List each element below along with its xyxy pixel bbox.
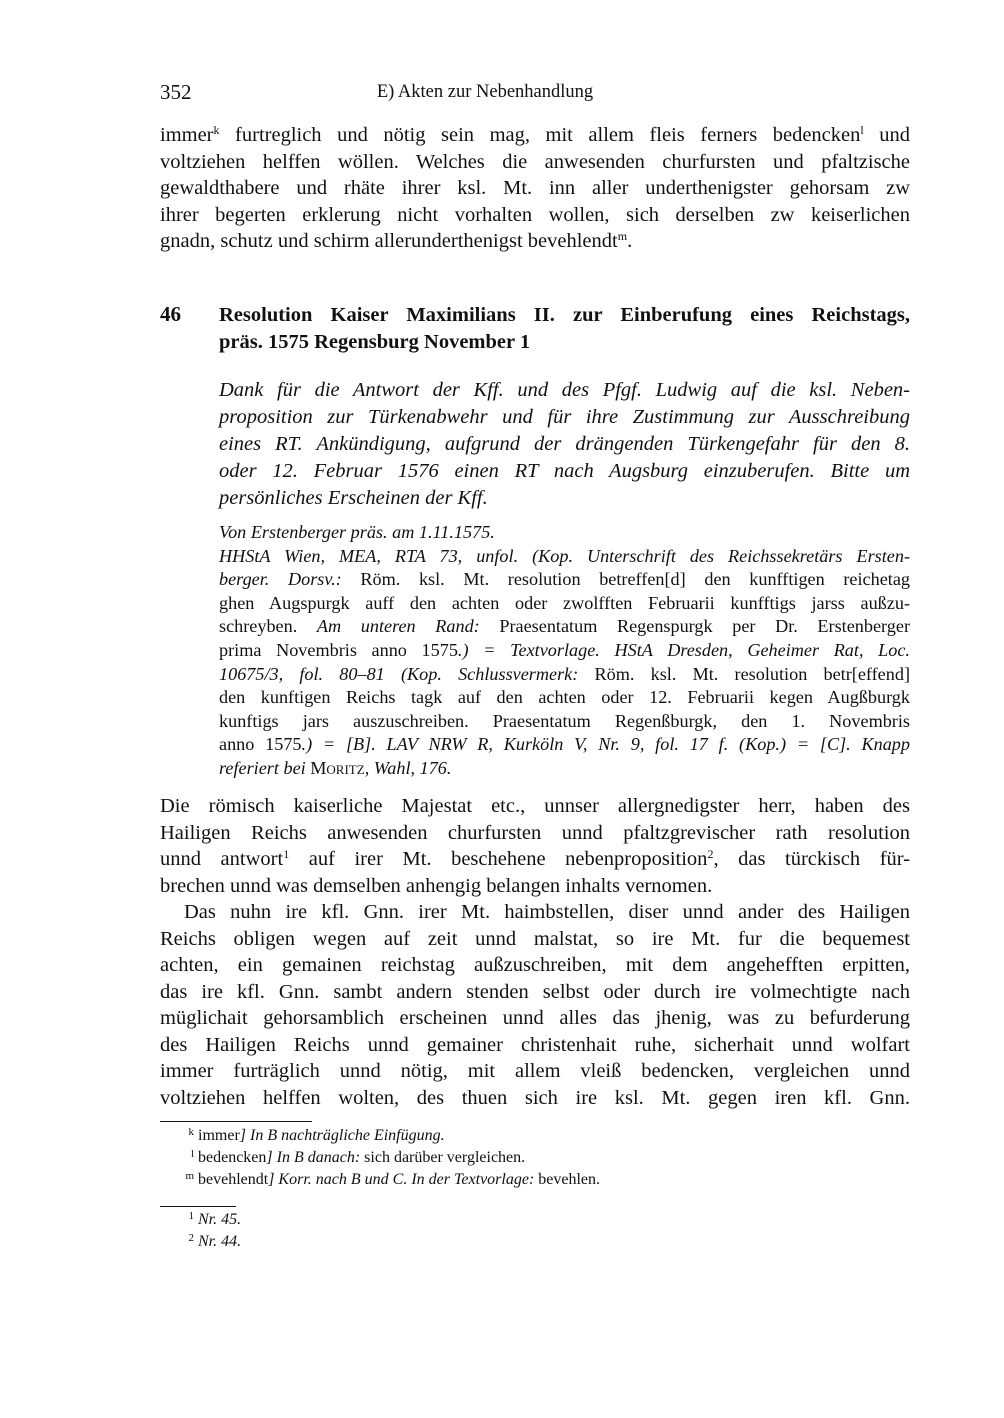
source-note (219, 521, 910, 781)
text-line: Die römisch kaiserliche Majestat etc., unnser allergnedigster herr, haben des (160, 795, 910, 817)
source-line: Von Erstenberger präs. am 1.11.1575. (219, 522, 495, 542)
footnote-marker: 1 (283, 847, 290, 861)
regest-line: eines RT. Ankündigung, aufgrund der drängenden Türkengefahr für den 8. (219, 433, 910, 455)
text-line: müglichait gehorsamblich erscheinen unnd alles das jhenig, was zu befurderung (160, 1007, 910, 1029)
text-line: das ire kfl. Gnn. sambt andern stenden selbst oder durch ire volmechtigte nach (160, 980, 910, 1003)
source-line: referiert bei Moritz, Wahl, 176. (219, 757, 452, 778)
text-line: voltziehen helffen wolten, des thuen sich ire ksl. Mt. gegen iren kfl. Gnn. (160, 1086, 910, 1109)
footnote: m bevehlendt] Korr. nach B und C. In der Textvorlage: bevehlen. (185, 1170, 601, 1188)
regest-line: proposition zur Türkenabwehr und für ihre Zustimmung zur Ausschreibung (219, 406, 910, 428)
footnote: l bedencken] In B danach: sich darüber vergleichen. (190, 1148, 526, 1166)
footnote-rule (160, 1206, 236, 1207)
running-head (160, 80, 910, 108)
source-line: den kunftigen Reichs tagk auf den achten oder 12. Februarii kegen Augßburgk (219, 687, 910, 708)
regest-line: oder 12. Februar 1576 einen RT nach Augsburg einzuberufen. Bitte um (219, 460, 910, 482)
document-number: 46 (160, 302, 181, 326)
text-line: Das nuhn ire kfl. Gnn. irer Mt. haimbstellen, diser unnd ander des Hailigen (184, 901, 910, 923)
source-line: kunftigs jars auszuschreiben. Praesentatum Regenßburgk, den 1. Novembris (219, 710, 910, 731)
regest (219, 377, 910, 512)
footnote-rule (160, 1121, 312, 1122)
text-line: ihrer begerten erklerung nicht vorhalten wollen, sich derselben zw keiserlichen (160, 203, 910, 226)
source-line: HHStA Wien, MEA, RTA 73, unfol. (Kop. Unterschrift des Reichssekretärs Ersten- (219, 545, 910, 566)
text-line: brechen unnd was demselben anhengig belangen inhalts vernomen. (160, 874, 713, 897)
heading-line: präs. 1575 Regensburg November 1 (219, 331, 531, 353)
footnote-marker: 2 (707, 847, 714, 861)
footnote-marker: k (213, 123, 220, 137)
text-line: Hailigen Reichs anwesenden churfursten unnd pfaltzgrevischer rath resolution (160, 821, 910, 844)
text-line: immer$^k$ furtreglich und nötig sein mag, mit allem fleis ferners bedencken$^l$ und (160, 123, 910, 146)
main-text (160, 793, 910, 1111)
footnote: k immer] In B nachträgliche Einfügung. (188, 1126, 445, 1144)
text-line: achten, ein gemainen reichstag außzuschreiben, mit dem angehefften erpitten, (160, 954, 910, 976)
text-line: Reichs obligen wegen auf zeit unnd malstat, so ire Mt. fur die bequemest (160, 927, 910, 950)
regest-line: Dank für die Antwort der Kff. und des Pfgf. Ludwig auf die ksl. Neben- (219, 379, 910, 401)
source-line: schreyben. Am unteren Rand: Praesentatum Regenspurgk per Dr. Erstenberger (219, 616, 911, 637)
previous-document-text (160, 122, 910, 255)
document-heading (219, 302, 910, 356)
text-line: gewaldthabere und rhäte ihrer ksl. Mt. inn aller underthenigster gehorsam zw (160, 177, 910, 199)
text-line: des Hailigen Reichs unnd gemainer christenhait ruhe, sicherhait unnd wolfart (160, 1033, 910, 1056)
footnote: 1 Nr. 45. (188, 1210, 242, 1228)
footnote: 2 Nr. 44. (188, 1232, 242, 1250)
text-line: unnd antwort$^1$ auf irer Mt. beschehene nebenproposition$^2$, das türckisch für- (160, 847, 911, 870)
page-number: 352 (160, 80, 192, 104)
regest-line: persönliches Erscheinen der Kff. (219, 487, 488, 509)
source-line: ghen Augspurgk auff den achten oder zwolfften Februarii kunfftigs jarss außzu- (219, 592, 910, 613)
footnote-marker: l (860, 123, 864, 137)
source-line: 10675/3, fol. 80–81 (Kop. Schlussvermerk: Röm. ksl. Mt. resolution betr[effend] (219, 663, 910, 684)
running-title: E) Akten zur Nebenhandlung (376, 82, 594, 102)
text-critical-footnotes (160, 1125, 910, 1191)
content-footnotes (160, 1209, 910, 1253)
text-line: voltziehen helffen wöllen. Welches die anwesenden churfursten und pfaltzische (160, 150, 910, 173)
footnote-marker: m (617, 229, 628, 243)
text-line: immer furträglich unnd nötig, mit allem vleiß bedencken, vergleichen unnd (160, 1060, 910, 1082)
text-line: gnadn, schutz und schirm allerunderthenigst bevehlendt$^m$. (160, 229, 633, 252)
heading-line: Resolution Kaiser Maximilians II. zur Einberufung eines Reichstags, (219, 304, 910, 326)
source-line: anno 1575.) = [B]. LAV NRW R, Kurköln V, Nr. 9, fol. 17 f. (Kop.) = [C]. Knapp (219, 734, 910, 755)
source-line: prima Novembris anno 1575.) = Textvorlage. HStA Dresden, Geheimer Rat, Loc. (219, 639, 910, 660)
source-line: berger. Dorsv.: Röm. ksl. Mt. resolution betreffen[d] den kunfftigen reichetag (219, 569, 910, 590)
